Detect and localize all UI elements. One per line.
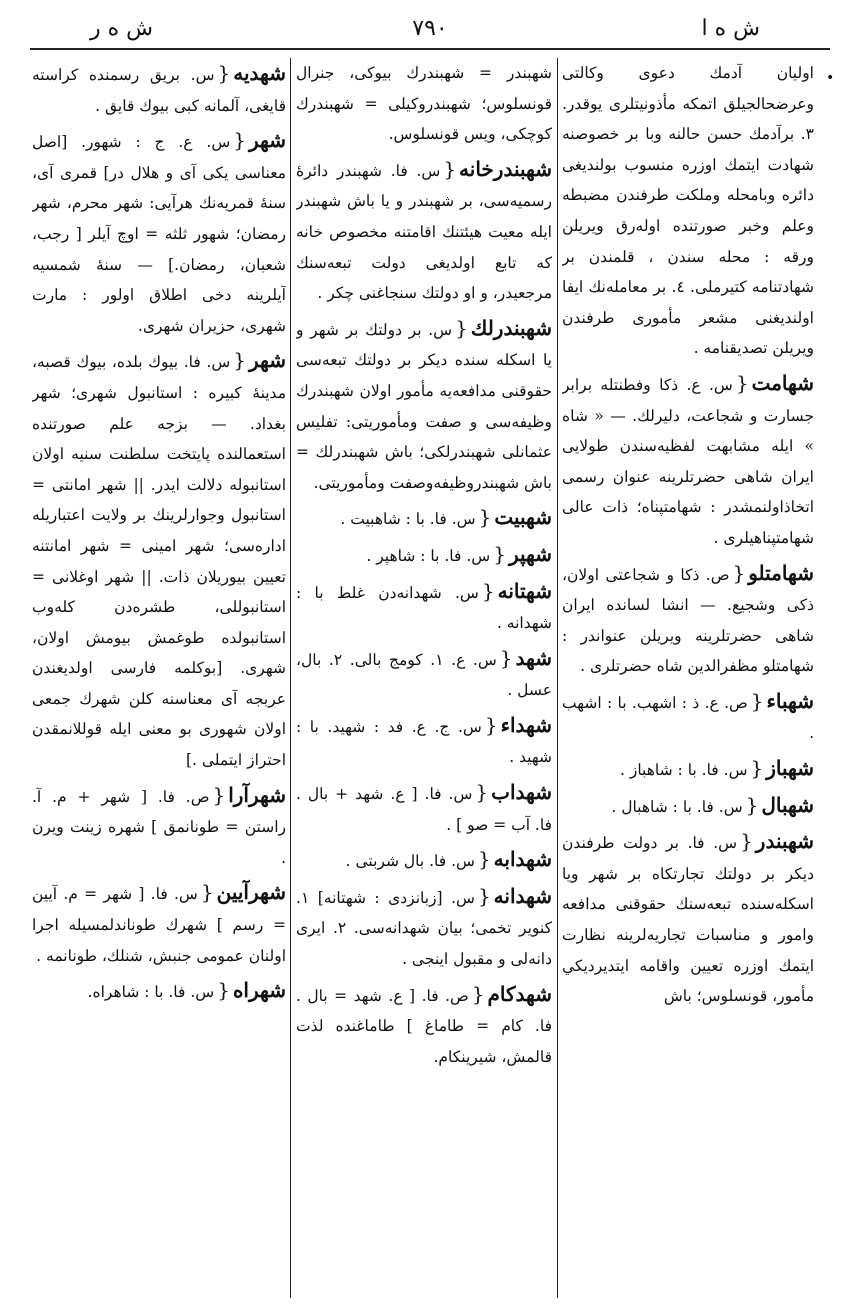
- dictionary-entry: [296, 576, 552, 639]
- entry-definition: ص. ذكا و شجاعتی اولان، ذكی وشجیع. — انشا لسانده ایران شاهی حضرتلرینه ویریلن عنواندر : شهامتلو مظفرالدین شاه حضرتلری .: [562, 565, 814, 676]
- dictionary-entry: [32, 345, 286, 775]
- entry-definition: س. [زبانزدی : شهتانه] ۱. كنویر تخمی؛ بیان شهدانەسی. ۲. ایری دانەلی و مقبول اینجی .: [296, 888, 552, 969]
- entry-definition: س. بریق رسمنده كراسته قایغی، آلمانه كبی بیوك قایق .: [32, 66, 286, 115]
- entry-brace: {: [217, 978, 230, 1003]
- margin-mark: •: [826, 70, 835, 86]
- column-left: [32, 58, 286, 1298]
- dictionary-entry: [562, 686, 814, 749]
- dictionary-entry: [32, 780, 286, 874]
- dictionary-entry: [296, 777, 552, 840]
- entry-headword: شهرآیین: [216, 880, 286, 905]
- entry-headword: شهراه: [232, 978, 286, 1003]
- entry-brace: {: [484, 712, 498, 737]
- page-number: ۷۹۰: [412, 16, 448, 41]
- entry-headword: شهتانه: [497, 578, 552, 603]
- entry-definition: س. فا. بر دولت طرفندن دیكر بر دولتك تجارتكاه بر شهر ویا اسكلەسنده تبعەسنك حقوقنی مدافعه وامور و مناسبات تجاریەلرینه نظارت ایتمك اوزره تعیین واقامه ایتدیرديكي مأمور، قونسلوس؛ باش: [562, 834, 814, 1006]
- entry-definition: س. شهدانەدن غلط با : شهدانه .: [296, 583, 552, 633]
- dictionary-entry: [296, 313, 552, 499]
- entry-brace: {: [735, 370, 749, 395]
- column-divider-left: [290, 58, 291, 1298]
- entry-definition: س. فا. با : شاهراه.: [87, 983, 215, 1002]
- entry-headword: شهدانه: [493, 883, 552, 908]
- column-divider-right: [557, 58, 558, 1298]
- entry-headword: شهبندرلك: [470, 315, 552, 340]
- entry-definition: س. ع. ذكا وفطنتله برابر جسارت و شجاعت، دلیرلك. — « شاه » ایله مشابهت لفظیەسندن طولایی ایران شاهی حضرتلرینه عنوان رسمی اتخاذاولنمشدر : شهامتپناه؛ ذات عالی شهامتپناهیلری .: [562, 375, 814, 547]
- entry-headword: شهد: [515, 645, 552, 670]
- dictionary-entry: [296, 539, 552, 572]
- entry-definition: س. فا. با : شاهپر .: [366, 546, 491, 565]
- entry-headword: شهبال: [761, 792, 814, 817]
- entry-definition: س. فا. با : شاهبال .: [611, 797, 743, 816]
- entry-definition: س. فا. [ ع. شهد + بال . فا. آب = صو ] .: [296, 785, 552, 834]
- entry-headword: شهباز: [766, 756, 814, 781]
- entry-brace: {: [499, 645, 513, 670]
- entry-brace: {: [478, 505, 492, 530]
- dictionary-entry: [562, 790, 814, 823]
- dictionary-entry: [32, 877, 286, 971]
- entry-brace: {: [200, 880, 214, 905]
- entry-definition: ص. ع. ذ : اشهب. با : اشهب .: [562, 693, 814, 743]
- dictionary-entry: [562, 753, 814, 786]
- entry-definition: س. ع. ج : شهور. [اصل معناسی یكی آی و هلال در] قمری آی، سنهٔ قمریەنك هرآیی: شهر محرم، شهر رمضان؛ شهور ثلثه = اوچ آیلر [ رجب، شعبان، رمضان.] — سنهٔ شمسیه آیلرینه دخی اطلاق اولور : مارت شهری، حزیران شهری.: [32, 133, 286, 335]
- entry-headword: شهرآرا: [228, 782, 286, 807]
- dictionary-entry: [562, 58, 814, 364]
- entry-brace: {: [745, 792, 759, 817]
- dictionary-entry: [562, 368, 814, 554]
- entry-brace: {: [481, 578, 495, 603]
- entry-definition: س. فا. شهبندر دائرهٔ رسمیەسی، بر شهبندر و یا باش شهبندر ایله معیت هیئتنك اقامتنه مخصوص خانه كه تابع اولدیغی دولت تبعەسنك مرجعیدر، و او دولتك سنجاغنی چكر .: [296, 161, 552, 303]
- entry-brace: {: [740, 829, 753, 854]
- entry-brace: {: [217, 61, 231, 85]
- dictionary-entry: [296, 844, 552, 877]
- entry-brace: {: [477, 847, 491, 872]
- dictionary-entry: [562, 558, 814, 682]
- entry-brace: {: [732, 560, 746, 585]
- dictionary-entry: [562, 826, 814, 1012]
- entry-definition: شهبندر = شهبندرك بیوكی، جنرال قونسلوس؛ شهبندروكیلی = شهبندرك كوچكی، ویس قونسلوس.: [296, 64, 552, 144]
- entry-brace: {: [212, 782, 226, 807]
- entry-definition: س. فا. بال شربتی .: [345, 852, 475, 871]
- entry-headword: شهبندر: [755, 829, 814, 854]
- dictionary-entry: [296, 502, 552, 535]
- entry-headword: شهپر: [508, 541, 552, 566]
- entry-definition: ص. فا. [ شهر + م. آ. راستن = طونانمق ] شهره زینت ویرن .: [32, 787, 286, 867]
- entry-headword: شهدیه: [233, 61, 286, 85]
- dictionary-entry: [32, 975, 286, 1008]
- dictionary-entry: [32, 125, 286, 341]
- entry-headword: شهبندرخانه: [459, 156, 552, 181]
- entry-definition: س. فا. [ شهر = م. آیین = رسم ] شهرك طوناندلمسیله اجرا اولنان عمومی جنبش، شنلك، طونانمه .: [32, 885, 286, 965]
- page-header: [30, 8, 830, 50]
- entry-headword: شهدكام: [487, 981, 552, 1006]
- header-right-letters: ش ه ا: [701, 16, 760, 41]
- dictionary-entry: [296, 643, 552, 706]
- column-middle: [296, 58, 552, 1298]
- column-right: [562, 58, 814, 1298]
- entry-definition: س. ج. ع. فد : شهید. با : شهید .: [296, 717, 552, 767]
- entry-brace: {: [471, 981, 485, 1006]
- entry-headword: شهداب: [491, 780, 552, 805]
- entry-definition: اولیان آدمك دعوی وكالتی وعرضحالجیلق اتمكه مأذونیتلری یوقدر. ۳. برآدمك حسن حالنه وبا بر خصوصنه شهادت ایتمك اوزره منسوب بولندیغی دائره وبامحله وملكت طرفندن مضبطه وعلم وخبر صورتنده اولەرق ویریلن ورقه : محله سندن ، قلمندن بر شهادتنامه كتیرملی. ٤. بر معاملەنك ایفا اولندیغنی مشعر مأموری طرفندن ویریلن تصدیقنامه .: [562, 64, 814, 358]
- dictionary-entry: [296, 710, 552, 773]
- dictionary-entry: [296, 979, 552, 1073]
- entry-brace: {: [455, 315, 468, 340]
- entry-brace: {: [477, 883, 491, 908]
- entry-definition: س. ع. ۱. كومج بالی. ۲. بال، عسل .: [296, 650, 552, 700]
- entry-headword: شهدابه: [493, 847, 552, 872]
- entry-brace: {: [233, 128, 246, 153]
- entry-brace: {: [443, 156, 457, 181]
- entry-definition: ص. فا. [ ع. شهد = بال . فا. كام = طاماغ ] طاماغنده لذت قالمش، شیرینكام.: [296, 986, 552, 1066]
- entry-definition: س. فا. با : شاهباز .: [620, 761, 748, 780]
- dictionary-entry: [296, 881, 552, 975]
- entry-brace: {: [493, 541, 506, 566]
- entry-headword: شهامت: [751, 370, 814, 395]
- entry-headword: شهامتلو: [748, 560, 814, 585]
- entry-headword: شهداء: [500, 712, 552, 737]
- entry-definition: س. بر دولتك بر شهر و یا اسكله سنده دیكر بر دولتك تبعەسی حقوقنی مدافعەیه مأمور اولان شهبندرك وظیفەسی و صفت ومأموریتی: تفلیس عثمانلی شهبندرلكی؛ باش شهبندرلك = باش شهبندروظیفەوصفت ومأموریتی.: [296, 320, 552, 492]
- entry-brace: {: [750, 756, 764, 781]
- entry-brace: {: [475, 780, 489, 805]
- header-left-letters: ش ه ر: [90, 16, 153, 41]
- dictionary-entry: [296, 58, 552, 150]
- entry-headword: شهر: [248, 128, 286, 153]
- dictionary-entry: [296, 154, 552, 309]
- entry-definition: س. فا. با : شاهبیت .: [340, 510, 476, 529]
- entry-headword: شهبیت: [494, 505, 552, 530]
- entry-brace: {: [750, 688, 764, 713]
- entry-definition: س. فا. بیوك بلده، بیوك قصبه، مدینهٔ كبیره : استانبول شهری؛ شهر بغداد. — بزجه علم صورتنده استعمالنده پایتخت سلطنت سنیه اولان استانبوله دلالت ایدر. || شهر امانتی = استانبول وجوارلرینك بر ولایت اعتباریله ادارەسی؛ شهر امینی = شهر امانتنه تعیین بیوریلان ذات. || شهر اوغلانی = استانبوللی، طشرەدن كلەوب استانبولده طوغمش بیومش اولان، شهری. [بوكلمه فارسی اولدیغندن عربجه آی معناسنه كلن شهرك جمعی اولان شهوری بو معنی ایله قوللانمقدن احتراز ایتملی .]: [32, 353, 286, 770]
- entry-headword: شهر: [248, 348, 286, 373]
- entry-headword: شهباء: [766, 688, 814, 713]
- dictionary-entry: [32, 58, 286, 121]
- entry-brace: {: [233, 348, 246, 373]
